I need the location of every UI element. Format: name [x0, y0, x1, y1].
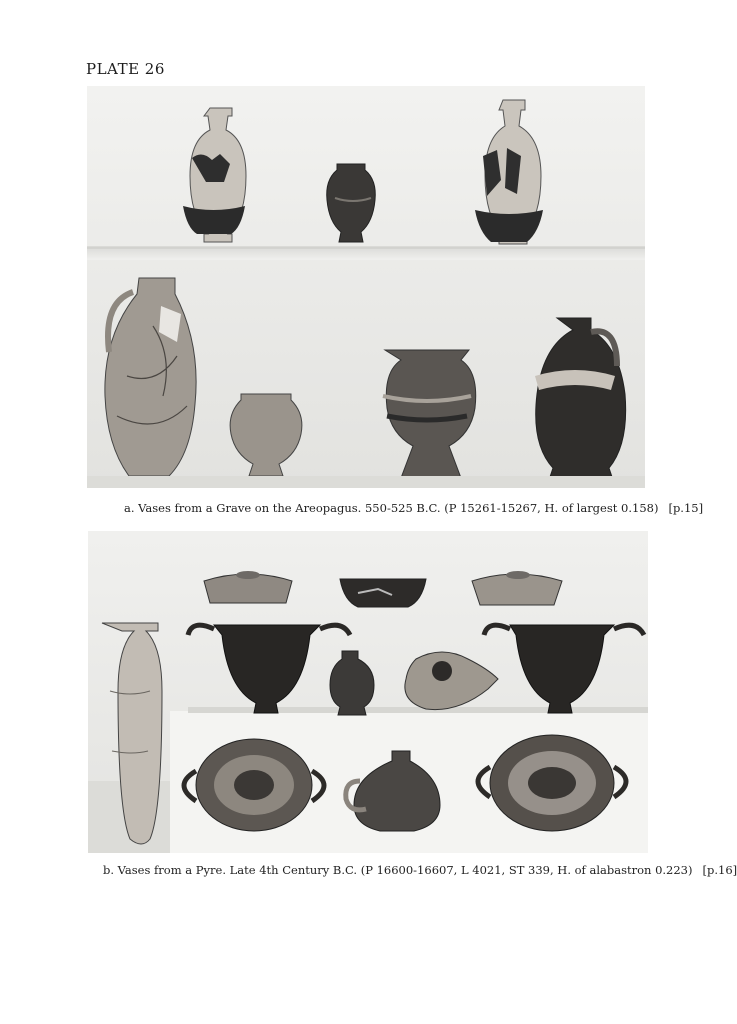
page-ref-b: [p.16] — [702, 863, 737, 877]
photo-b-pyre-vases — [88, 531, 648, 853]
caption-a — [124, 501, 703, 515]
caption-b-text: b. Vases from a Pyre. Late 4th Century B.C. (P 16600-16607, L 4021, ST 339, H. of alabastron 0.223) — [103, 863, 693, 877]
caption-a-text: a. Vases from a Grave on the Areopagus. 550-525 B.C. (P 15261-15267, H. of largest 0.158) — [124, 501, 659, 515]
photo-a-areopagus-vases — [87, 86, 645, 488]
caption-b — [103, 863, 737, 877]
shallow-bowl — [340, 579, 426, 607]
page-ref-a: [p.15] — [668, 501, 704, 515]
plate-label: PLATE 26 — [86, 60, 165, 78]
